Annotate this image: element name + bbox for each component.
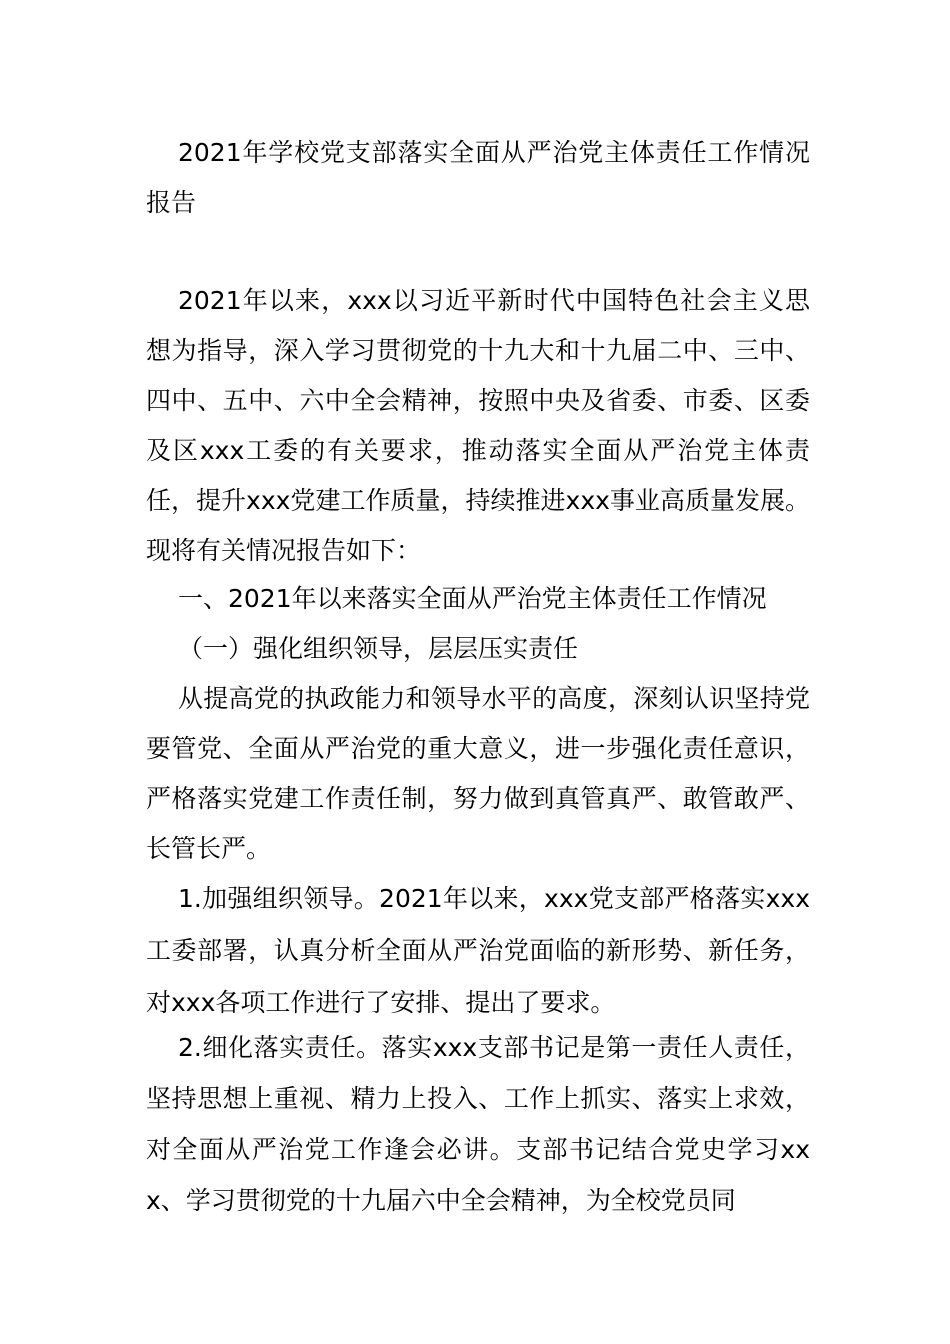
intro-paragraph: 2021年以来，xxx以习近平新时代中国特色社会主义思想为指导，深入学习贯彻党的十九大和十九届二中、三中、四中、五中、六中全会精神，按照中央及省委、市委、区委及区xxx工委的有关要求，推动落实全面从严治党主体责任，提升xxx党建工作质量，持续推进xxx事业高质量发展。现将有关情况报告如下：	[146, 286, 810, 565]
section-heading-2: （一）强化组织领导，层层压实责任	[178, 634, 579, 663]
section-heading-1: 一、2021年以来落实全面从严治党主体责任工作情况	[178, 584, 767, 613]
body-paragraph-2: 1.加强组织领导。2021年以来，xxx党支部严格落实xxx工委部署，认真分析全面从严治党面临的新形势、新任务，对xxx各项工作进行了安排、提出了要求。	[146, 884, 810, 1017]
body-paragraph-3: 2.细化落实责任。落实xxx支部书记是第一责任人责任，坚持思想上重视、精力上投入、工作上抓实、落实上求效，对全面从严治党工作逢会必讲。支部书记结合党史学习xxx、学习贯彻党的十九届六中全会精神，为全校党员同	[146, 1033, 810, 1215]
document-title: 2021年学校党支部落实全面从严治党主体责任工作情况报告	[146, 138, 810, 217]
body-paragraph-1: 从提高党的执政能力和领导水平的高度，深刻认识坚持党要管党、全面从严治党的重大意义，进一步强化责任意识，严格落实党建工作责任制，努力做到真管真严、敢管敢严、长管长严。	[146, 684, 810, 863]
